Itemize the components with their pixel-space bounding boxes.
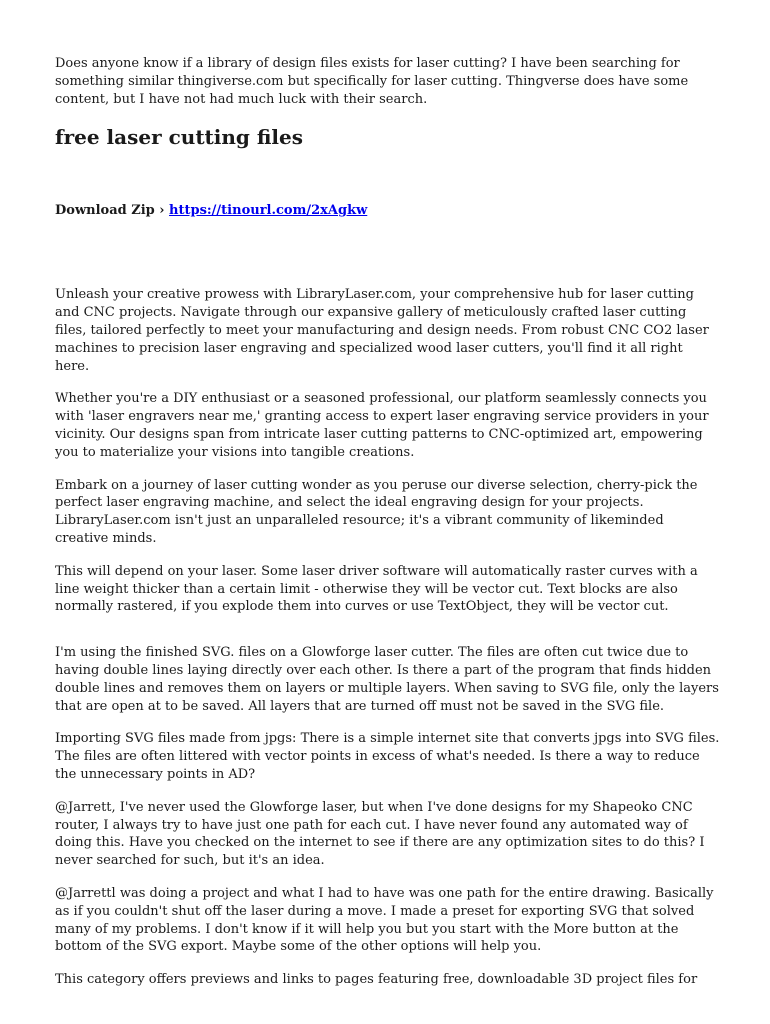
paragraph-1: Unleash your creative prowess with LibraryLaser.com, your comprehensive hub for laser cutting and CNC projects. Navigate through our expansive gallery of meticulously crafted laser cutting files, tailored perfectly to meet your manufacturing and design needs. From robust CNC CO2 laser machines to precision laser engraving and specialized wood laser cutters, you'll find it all right here. xyxy=(55,287,709,374)
paragraph-7: @Jarrett, I've never used the Glowforge laser, but when I've done designs for my Shapeoko CNC router, I always try to have just one path for each cut. I have never found any automated way of doing this. Have you checked on the internet to see if there are any optimization sites to do this? I never searched for such, but it's an idea. xyxy=(55,799,705,869)
download-link[interactable]: https://tinourl.com/2xAgkw xyxy=(169,203,368,219)
paragraph-3: Embark on a journey of laser cutting wonder as you peruse our diverse selection, cherry-pick the perfect laser engraving machine, and select the ideal engraving design for your projects. LibraryLaser.com isn't just an unparalleled resource; it's a vibrant community of likeminded creative minds. xyxy=(55,477,698,546)
paragraph-4: This will depend on your laser. Some laser driver software will automatically raster curves with a line weight thicker than a certain limit - otherwise they will be vector cut. Text blocks are also normally rastered, if you explode them into curves or use TextObject, they will be vector cut. xyxy=(55,563,698,615)
paragraph-2: Whether you're a DIY enthusiast or a seasoned professional, our platform seamlessly connects you with 'laser engravers near me,' granting access to expert laser engraving service providers in your vicinity. Our designs span from intricate laser cutting patterns to CNC-optimized art, empowering you to materialize your visions into tangible creations. xyxy=(55,391,709,460)
document-page xyxy=(55,55,720,989)
paragraph-5: I'm using the finished SVG. files on a Glowforge laser cutter. The files are often cut twice due to having double lines laying directly over each other. Is there a part of the program that finds hidden double lines and removes them on layers or multiple layers. When saving to SVG file, only the layers that are open at to be saved. All layers that are turned off must not be saved in the SVG file. xyxy=(55,645,719,714)
paragraph-6: Importing SVG files made from jpgs: There is a simple internet site that converts jpgs into SVG files. The files are often littered with vector points in excess of what's needed. Is there a way to reduce the unnecessary points in AD? xyxy=(55,731,720,782)
paragraph-8: @Jarrettl was doing a project and what I had to have was one path for the entire drawing. Basically as if you couldn't shut off the laser during a move. I made a preset for exporting SVG that solved many of my problems. I don't know if it will help you but you start with the More button at the bottom of the SVG export. Maybe some of the other options will help you. xyxy=(55,885,714,955)
page-heading: free laser cutting files xyxy=(55,125,303,150)
intro-paragraph: Does anyone know if a library of design files exists for laser cutting? I have been searching for something similar thingiverse.com but specifically for laser cutting. Thingverse does have some content, but I have not had much luck with their search. xyxy=(55,56,689,107)
download-line xyxy=(55,202,720,220)
download-label: Download Zip › xyxy=(55,203,165,219)
paragraph-9: This category offers previews and links to pages featuring free, downloadable 3D project files for xyxy=(55,972,698,988)
